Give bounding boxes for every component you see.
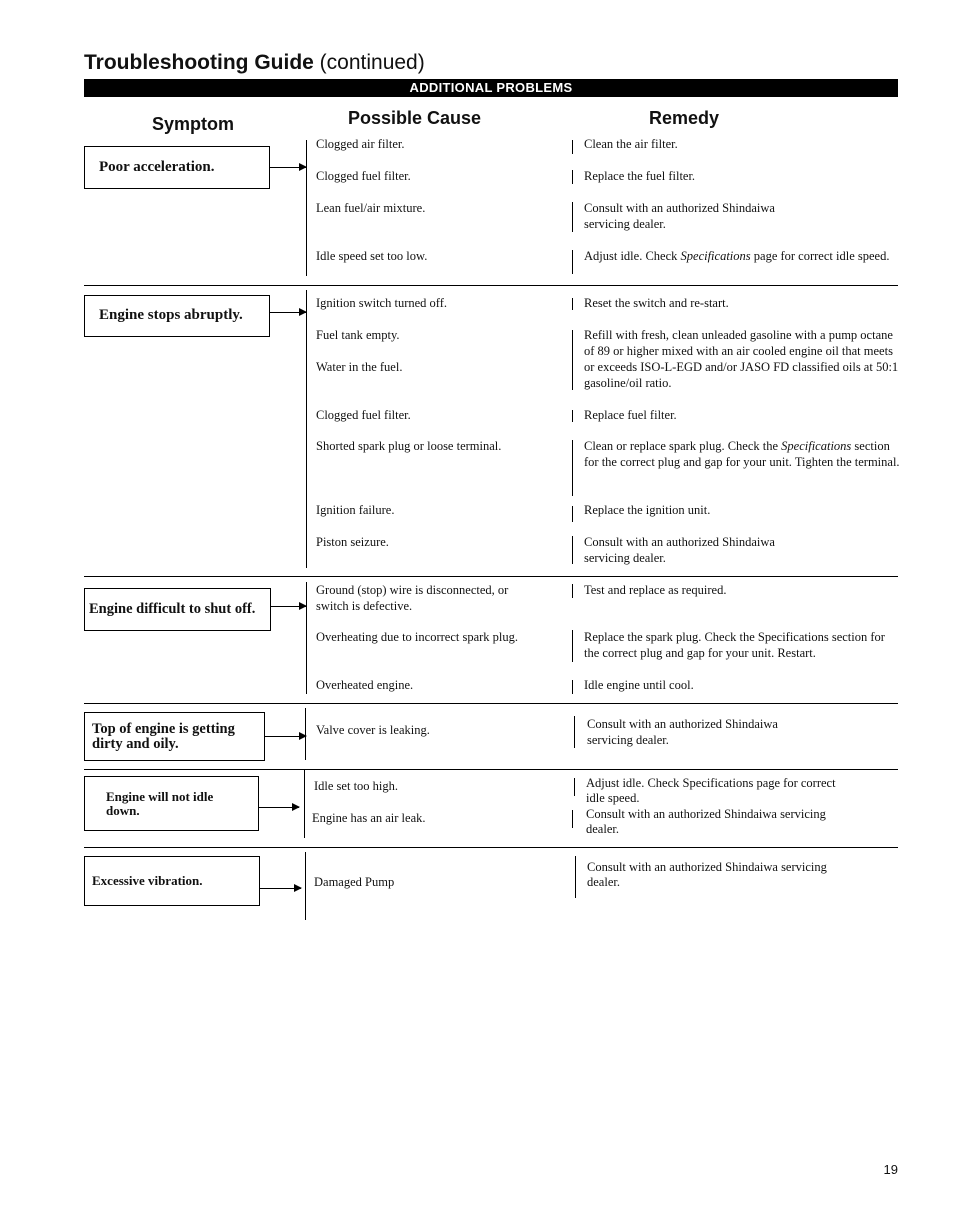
arrow-icon <box>271 606 306 607</box>
remedy-marker <box>575 856 576 898</box>
section-divider <box>84 847 898 848</box>
arrow-icon <box>259 807 299 808</box>
remedy-marker <box>572 536 573 564</box>
remedy-item: Consult with an authorized Shindaiwa servicing dealer. <box>584 535 775 565</box>
cause-item: Shorted spark plug or loose terminal. <box>316 439 502 453</box>
remedy-item: Clean the air filter. <box>584 137 678 151</box>
section-divider <box>84 576 898 577</box>
cause-item: Clogged air filter. <box>316 137 405 151</box>
cause-item: Overheating due to incorrect spark plug. <box>316 630 519 644</box>
remedy-item: Clean or replace spark plug. Check the Specifications section for the correct plug and gap for your unit. Tighten the terminal. <box>584 439 900 469</box>
symptom-box: Engine will not idle down. <box>84 776 259 831</box>
cause-item: Clogged fuel filter. <box>316 169 411 183</box>
arrow-icon <box>270 312 306 313</box>
symptom-box: Excessive vibration. <box>84 856 260 906</box>
symptom-box: Engine stops abruptly. <box>84 295 270 337</box>
remedy-item: Consult with an authorized Shindaiwa servicing dealer. <box>587 860 827 889</box>
remedy-marker <box>572 680 573 694</box>
remedy-item: Consult with an authorized Shindaiwa servicing dealer. <box>584 201 775 231</box>
remedy-marker <box>572 410 573 422</box>
remedy-marker <box>572 170 573 184</box>
section-banner: ADDITIONAL PROBLEMS <box>84 79 898 97</box>
cause-item: Idle speed set too low. <box>316 249 428 263</box>
cause-item: Lean fuel/air mixture. <box>316 201 426 215</box>
page-title: Troubleshooting Guide (continued) <box>84 51 425 74</box>
remedy-item: Consult with an authorized Shindaiwa servicing dealer. <box>586 807 826 836</box>
remedy-marker <box>572 630 573 662</box>
remedy-marker <box>572 298 573 310</box>
cause-item: Valve cover is leaking. <box>316 723 430 737</box>
page-number: 19 <box>883 1162 898 1177</box>
remedy-marker <box>572 202 573 232</box>
cause-item: Fuel tank empty. <box>316 328 400 342</box>
remedy-marker <box>572 250 573 274</box>
column-header-cause: Possible Cause <box>348 108 482 128</box>
column-header-remedy: Remedy <box>649 108 720 128</box>
cause-item: Ground (stop) wire is disconnected, or switch is defective. <box>316 583 509 613</box>
cause-bracket <box>304 770 305 838</box>
remedy-marker <box>572 140 573 154</box>
section-divider <box>84 769 898 770</box>
remedy-marker <box>572 330 573 390</box>
arrow-icon <box>270 167 306 168</box>
symptom-box: Top of engine is getting dirty and oily. <box>84 712 265 761</box>
section-divider <box>84 285 898 286</box>
cause-item: Idle set too high. <box>314 779 399 793</box>
remedy-marker <box>572 810 573 828</box>
remedy-item: Idle engine until cool. <box>584 678 694 692</box>
section-divider <box>84 703 898 704</box>
remedy-item: Refill with fresh, clean unleaded gasoline with a pump octane of 89 or higher mixed with an air cooled engine oil that meets or exceeds ISO-L-EGD and/or JASO FD classified oils at 50:1 gasoline/oil ratio. <box>584 328 899 390</box>
remedy-item: Replace the spark plug. Check the Specifications section for the correct plug and gap for your unit. Restart. <box>584 630 885 660</box>
cause-item: Engine has an air leak. <box>312 811 426 825</box>
remedy-marker <box>574 716 575 748</box>
remedy-item: Reset the switch and re-start. <box>584 296 729 310</box>
cause-item: Clogged fuel filter. <box>316 408 411 422</box>
symptom-box: Engine difficult to shut off. <box>84 588 271 631</box>
cause-bracket <box>305 708 306 760</box>
remedy-item: Adjust idle. Check Specifications page for correct idle speed. <box>586 776 836 805</box>
remedy-item: Replace fuel filter. <box>584 408 677 422</box>
symptom-box: Poor acceleration. <box>84 146 270 189</box>
remedy-item: Replace the fuel filter. <box>584 169 696 183</box>
cause-item: Water in the fuel. <box>316 360 403 374</box>
remedy-item: Consult with an authorized Shindaiwa servicing dealer. <box>587 717 778 747</box>
cause-item: Ignition failure. <box>316 503 395 517</box>
cause-bracket <box>306 582 307 694</box>
remedy-marker <box>572 506 573 522</box>
remedy-item: Adjust idle. Check Specifications page for correct idle speed. <box>584 249 890 263</box>
cause-bracket <box>306 140 307 276</box>
arrow-icon <box>260 888 301 889</box>
cause-bracket <box>305 852 306 920</box>
cause-item: Piston seizure. <box>316 535 389 549</box>
cause-item: Overheated engine. <box>316 678 414 692</box>
cause-bracket <box>306 290 307 568</box>
cause-item: Ignition switch turned off. <box>316 296 447 310</box>
column-header-symptom: Symptom <box>152 114 235 134</box>
remedy-marker <box>572 584 573 598</box>
remedy-item: Test and replace as required. <box>584 583 727 597</box>
remedy-item: Replace the ignition unit. <box>584 503 711 517</box>
arrow-icon <box>265 736 306 737</box>
remedy-marker <box>572 440 573 496</box>
remedy-marker <box>574 778 575 796</box>
cause-item: Damaged Pump <box>314 875 395 889</box>
